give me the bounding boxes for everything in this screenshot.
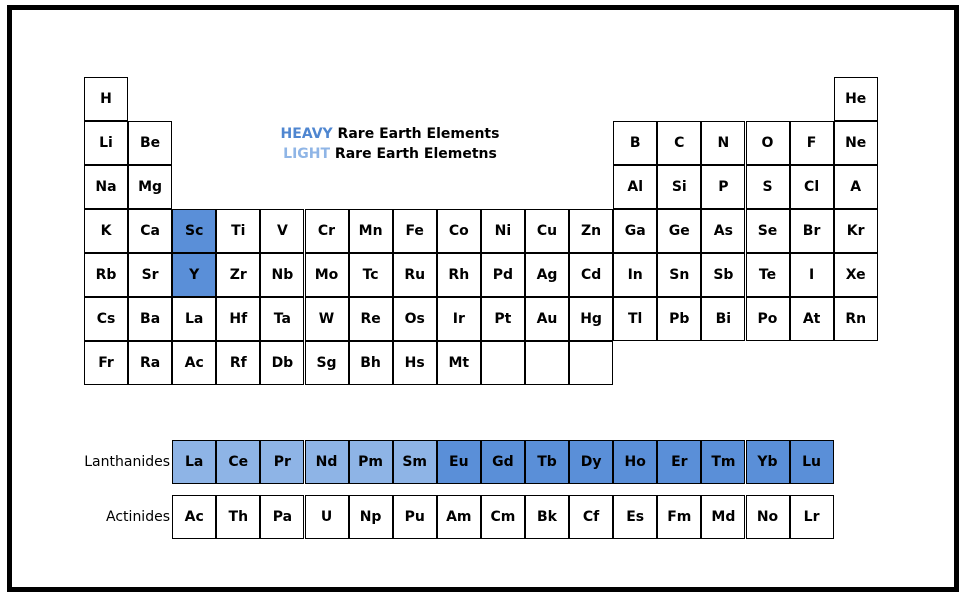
element-i: I	[790, 253, 834, 297]
element-ti: Ti	[216, 209, 260, 253]
series-element-la: La	[172, 440, 216, 484]
element-in: In	[613, 253, 657, 297]
series-element-yb: Yb	[746, 440, 790, 484]
element-xe: Xe	[834, 253, 878, 297]
element-pt: Pt	[481, 297, 525, 341]
series-label-actinides: Actinides	[106, 509, 170, 525]
element-hf: Hf	[216, 297, 260, 341]
element-ne: Ne	[834, 121, 878, 165]
series-element-ac: Ac	[172, 495, 216, 539]
element-s: S	[746, 165, 790, 209]
element-li: Li	[84, 121, 128, 165]
element-sc: Sc	[172, 209, 216, 253]
series-element-es: Es	[613, 495, 657, 539]
element-pb: Pb	[657, 297, 701, 341]
element-h: H	[84, 77, 128, 121]
element-ga: Ga	[613, 209, 657, 253]
series-element-np: Np	[349, 495, 393, 539]
element-os: Os	[393, 297, 437, 341]
series-element-th: Th	[216, 495, 260, 539]
element-co: Co	[437, 209, 481, 253]
element-cd: Cd	[569, 253, 613, 297]
element-cs: Cs	[84, 297, 128, 341]
element-a: A	[834, 165, 878, 209]
legend-heavy-text: Rare Earth Elements	[332, 126, 500, 142]
element-si: Si	[657, 165, 701, 209]
element-v: V	[260, 209, 304, 253]
legend-light-word: LIGHT	[283, 146, 331, 162]
series-element-er: Er	[657, 440, 701, 484]
element-ge: Ge	[657, 209, 701, 253]
element-y: Y	[172, 253, 216, 297]
element-k: K	[84, 209, 128, 253]
element-na: Na	[84, 165, 128, 209]
element-mt: Mt	[437, 341, 481, 385]
element-al: Al	[613, 165, 657, 209]
series-element-pr: Pr	[260, 440, 304, 484]
element-sr: Sr	[128, 253, 172, 297]
element-zn: Zn	[569, 209, 613, 253]
legend-heavy-word: HEAVY	[280, 126, 333, 142]
element-rn: Rn	[834, 297, 878, 341]
series-element-ce: Ce	[216, 440, 260, 484]
element-nb: Nb	[260, 253, 304, 297]
legend-light-text: Rare Earth Elemetns	[330, 146, 497, 162]
element-bi: Bi	[701, 297, 745, 341]
element-c: C	[657, 121, 701, 165]
element-au: Au	[525, 297, 569, 341]
element-te: Te	[746, 253, 790, 297]
series-element-am: Am	[437, 495, 481, 539]
element-br: Br	[790, 209, 834, 253]
series-element-tm: Tm	[701, 440, 745, 484]
element-mo: Mo	[305, 253, 349, 297]
element-ac: Ac	[172, 341, 216, 385]
element-kr: Kr	[834, 209, 878, 253]
series-element-lu: Lu	[790, 440, 834, 484]
element-tl: Tl	[613, 297, 657, 341]
series-element-u: U	[305, 495, 349, 539]
element-at: At	[790, 297, 834, 341]
series-element-tb: Tb	[525, 440, 569, 484]
series-element-no: No	[746, 495, 790, 539]
element-ag: Ag	[525, 253, 569, 297]
element-sg: Sg	[305, 341, 349, 385]
element-sn: Sn	[657, 253, 701, 297]
element-re: Re	[349, 297, 393, 341]
element-p: P	[701, 165, 745, 209]
element-empty	[525, 341, 569, 385]
element-be: Be	[128, 121, 172, 165]
series-element-lr: Lr	[790, 495, 834, 539]
series-element-ho: Ho	[613, 440, 657, 484]
series-element-fm: Fm	[657, 495, 701, 539]
element-pd: Pd	[481, 253, 525, 297]
element-hs: Hs	[393, 341, 437, 385]
element-mg: Mg	[128, 165, 172, 209]
element-mn: Mn	[349, 209, 393, 253]
series-element-sm: Sm	[393, 440, 437, 484]
series-element-nd: Nd	[305, 440, 349, 484]
element-ni: Ni	[481, 209, 525, 253]
element-n: N	[701, 121, 745, 165]
element-ca: Ca	[128, 209, 172, 253]
legend-heavy-line	[270, 124, 510, 144]
element-rb: Rb	[84, 253, 128, 297]
element-b: B	[613, 121, 657, 165]
series-element-pu: Pu	[393, 495, 437, 539]
series-element-md: Md	[701, 495, 745, 539]
legend-light-line	[270, 144, 510, 164]
element-cl: Cl	[790, 165, 834, 209]
element-tc: Tc	[349, 253, 393, 297]
element-fr: Fr	[84, 341, 128, 385]
element-db: Db	[260, 341, 304, 385]
element-ba: Ba	[128, 297, 172, 341]
element-as: As	[701, 209, 745, 253]
element-fe: Fe	[393, 209, 437, 253]
series-element-cf: Cf	[569, 495, 613, 539]
element-cr: Cr	[305, 209, 349, 253]
legend	[270, 124, 510, 164]
element-ir: Ir	[437, 297, 481, 341]
element-ta: Ta	[260, 297, 304, 341]
element-o: O	[746, 121, 790, 165]
element-he: He	[834, 77, 878, 121]
element-zr: Zr	[216, 253, 260, 297]
element-empty	[481, 341, 525, 385]
element-hg: Hg	[569, 297, 613, 341]
element-f: F	[790, 121, 834, 165]
element-po: Po	[746, 297, 790, 341]
series-element-eu: Eu	[437, 440, 481, 484]
element-w: W	[305, 297, 349, 341]
element-ra: Ra	[128, 341, 172, 385]
series-element-gd: Gd	[481, 440, 525, 484]
series-element-dy: Dy	[569, 440, 613, 484]
element-bh: Bh	[349, 341, 393, 385]
series-label-lanthanides: Lanthanides	[84, 454, 170, 470]
series-element-pm: Pm	[349, 440, 393, 484]
element-rh: Rh	[437, 253, 481, 297]
element-sb: Sb	[701, 253, 745, 297]
series-element-bk: Bk	[525, 495, 569, 539]
series-element-pa: Pa	[260, 495, 304, 539]
series-element-cm: Cm	[481, 495, 525, 539]
element-la: La	[172, 297, 216, 341]
element-empty	[569, 341, 613, 385]
element-ru: Ru	[393, 253, 437, 297]
element-rf: Rf	[216, 341, 260, 385]
element-se: Se	[746, 209, 790, 253]
element-cu: Cu	[525, 209, 569, 253]
